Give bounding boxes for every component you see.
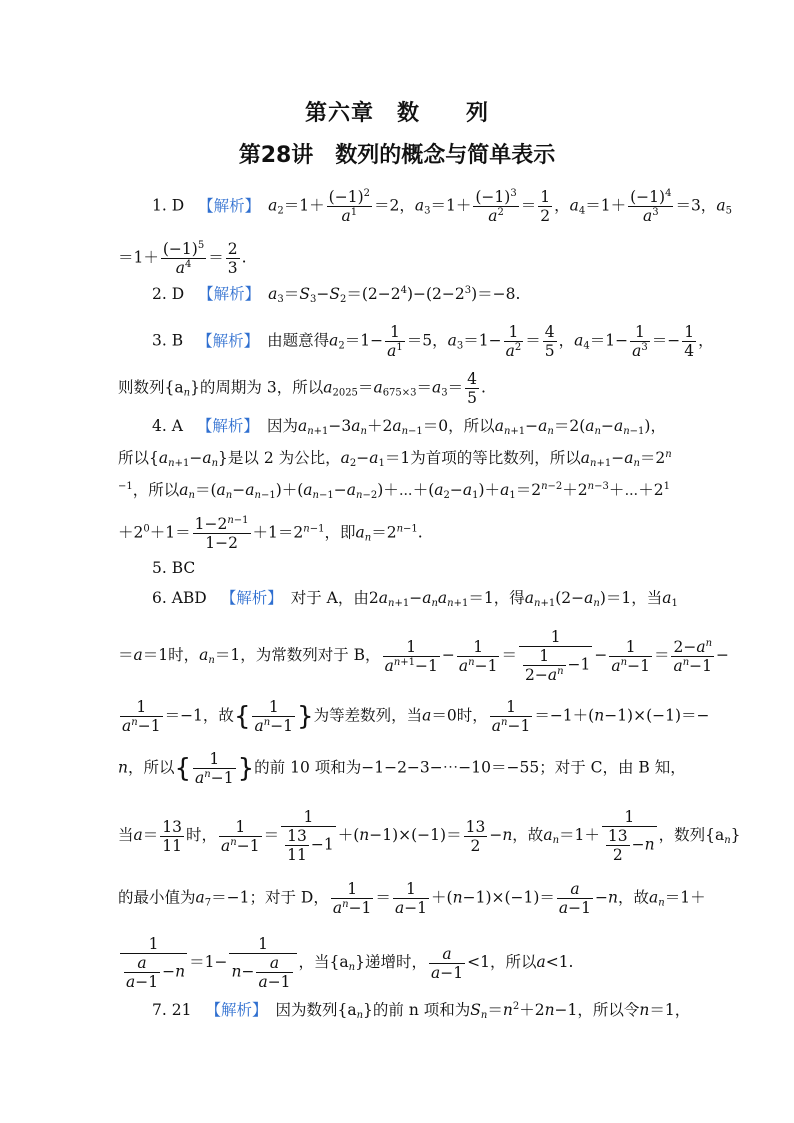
- q6-text-i: ，所以: [127, 758, 175, 777]
- q4-text-e: 为首项的等比数列，所以: [410, 449, 581, 467]
- q4-line1: 4. A 【解析】 因为$a_{n+1}-3a_n+2a_{n-1}=0$，所以$a_{n+1}-a_n=2(a_n-a_{n-1})$，: [152, 417, 666, 437]
- q6-text-c: ，当: [631, 589, 663, 607]
- q6-number: 6. ABD: [152, 589, 207, 607]
- q6-text-a: 对于 A，由: [290, 589, 369, 607]
- q6-line3: $\frac{1}{a^n-1}$ ＝−1，故{ $\frac{1}{a^n-1}$ }为等差数列，当a＝0时， $\frac{1}{a^n-1}$ ＝−1＋(n−1)×(−1)＝−: [122, 698, 710, 735]
- q6-text-h: 时，: [456, 706, 488, 725]
- q6-text-b: ，得: [493, 589, 525, 607]
- q1-tag: 【解析】: [198, 196, 261, 215]
- q4-text-g: ，即: [324, 523, 356, 542]
- q1-line2: ＝1＋ $\frac{(-1)^5}{a^4}$ ＝ $\frac{2}{3}$ .: [118, 240, 247, 277]
- q2-tag: 【解析】: [198, 285, 261, 303]
- q6-text-r: ，当{a: [298, 953, 349, 971]
- q5-line: [152, 558, 195, 578]
- q4-line4: $+2^0+1=$ $\frac{1-2^{n-1}}{1-2}$ $+1=2^{n-1}$，即$a_n=2^{n-1}$.: [118, 515, 423, 552]
- q6-text-g: 为等差数列，当: [313, 706, 423, 725]
- q4-line2: 所以$\{a_{n+1}-a_n\}$是以 2 为公比，$a_2-a_1=1$为首项的等比数列，所以$a_{n+1}-a_n=2^n$: [118, 449, 672, 469]
- q7-text-c: ，所以令: [577, 1001, 640, 1019]
- q6-tag: 【解析】: [220, 589, 283, 607]
- q4-tag: 【解析】: [196, 417, 259, 435]
- q4-number: 4. A: [152, 417, 183, 435]
- q4-text-f: ，所以: [132, 481, 180, 499]
- q6-text-m: ，故: [512, 826, 544, 844]
- q4-text-d: }是以 2 为公比，: [218, 449, 341, 467]
- q6-line7: 1 $\frac{a}{a-1}$ −n ＝1− 1 n− $\frac{a}{a-1}$ ，当$\{a_n\}$递增时， $\frac{a}{a-1}$ <1，所以a<1.: [118, 935, 573, 991]
- q6-text-d: 时，: [168, 646, 200, 664]
- q6-text-n: ，数列{a: [658, 826, 725, 844]
- q4-line3: $^{-1}$，所以$a_n=(a_n-a_{n-1})+(a_{n-1}-a_{n-2})+\cdots+(a_2-a_1)+a_1=2^{n-2}+2^{n-3}+\cdots+2^1$: [118, 481, 671, 501]
- q6-text-f: ，故: [202, 706, 234, 725]
- q4-text-b: ，所以: [448, 417, 495, 435]
- q6-text-q: ，故: [618, 888, 650, 907]
- q6-text-s: }递增时，: [355, 953, 427, 971]
- q3-text-b: 则数列{a: [118, 378, 184, 397]
- q3-text-a: 由题意得: [267, 331, 330, 350]
- q6-line6: 的最小值为$a_7=-1$；对于 D， $\frac{1}{a^n-1}$ ＝ $\frac{1}{a-1}$ ＋(n−1)×(−1)＝ $\frac{a}{a-1}$ −n，故$a_n=1+$: [118, 880, 706, 917]
- q7-text-b: }的前 n 项和为: [363, 1001, 471, 1019]
- q7-line1: 7. 21 【解析】 因为数列$\{a_n\}$的前 n 项和为$S_n=n^2+2n-1$，所以令n＝1，: [152, 1001, 691, 1021]
- lecture-title: 第28讲 数列的概念与简单表示: [238, 143, 556, 168]
- q6-line2: ＝a＝1时，$a_n=1$，为常数列对于 B， $\frac{1}{a^{n+1}-1}$ − $\frac{1}{a^n-1}$ ＝ 1 $\frac{1}{2-a^n}$ −1 − $\frac{1}{a^n-1}$ ＝ $\frac{2-a^n}{a^n-1}$ −: [118, 628, 730, 684]
- q6-text-e: ，为常数列对于 B，: [240, 646, 381, 664]
- q3-text-c: }的周期为 3，所以: [190, 378, 324, 397]
- q3-line1: 3. B 【解析】 由题意得$a_2=1-$ $\frac{1}{a^1}$ ＝5，$a_3=1-$ $\frac{1}{a^2}$ ＝ $\frac{4}{5}$ ，$a_4=1-$ $\frac{1}{a^3}$ ＝− $\frac{1}{4}$ ，: [152, 323, 714, 360]
- q6-text-k: 当: [118, 826, 134, 844]
- q4-text-c: 所以{: [118, 449, 159, 467]
- q2-line: 2. D 【解析】 $a_3=S_3-S_2=(2-2^4)-(2-2^3)=-8$.: [152, 285, 521, 305]
- q6-text-o: 的最小值为: [118, 888, 196, 907]
- q7-tag: 【解析】: [205, 1001, 268, 1019]
- q3-line2: 则数列$\{a_n\}$的周期为 3，所以$a_{2025}=a_{675\times 3}=a_3=$ $\frac{4}{5}$ .: [118, 370, 486, 407]
- q3-number: 3. B: [152, 331, 184, 350]
- q6-line1: 6. ABD 【解析】 对于 A，由$2a_{n+1}-a_na_{n+1}=1$，得$a_{n+1}(2-a_n)=1$，当$a_1$: [152, 589, 678, 609]
- chapter-title: 第六章 数 列: [304, 101, 489, 126]
- q5-number: 5. BC: [152, 559, 196, 577]
- q4-text-a: 因为: [266, 417, 298, 435]
- q3-tag: 【解析】: [197, 331, 260, 350]
- q6-text-p: ；对于 D，: [249, 888, 329, 907]
- q1-line1: 1. D 【解析】 $a_2=1+$ $\frac{(-1)^2}{a^1}$ ＝2，$a_3=1+$ $\frac{(-1)^3}{a^2}$ ＝ $\frac{1}{2}$ ，$a_4=1+$ $\frac{(-1)^4}{a^3}$ ＝3，$a_5$: [152, 188, 732, 225]
- q1-number: 1. D: [152, 196, 185, 215]
- q6-line4: n，所以{ $\frac{1}{a^n-1}$ }的前 10 项和为−1−2−3−⋯−10＝−55；对于 C，由 B 知，: [118, 750, 686, 787]
- q2-number: 2. D: [152, 285, 185, 303]
- q6-text-l: 时，: [186, 826, 218, 844]
- q6-line5: 当a＝ $\frac{13}{11}$ 时， $\frac{1}{a^n-1}$ ＝ 1 $\frac{13}{11}$ −1 ＋(n−1)×(−1)＝ $\frac{13}{2}$ −n，故$a_n=1+$ 1 $\frac{13}{2}$ −n ，数列$\{a_n\}$: [118, 808, 741, 864]
- q6-text-j: 的前 10 项和为−1−2−3−⋯−10＝−55；对于 C，由 B 知，: [254, 758, 686, 777]
- q7-text-a: 因为数列{a: [275, 1001, 357, 1019]
- q7-number: 7. 21: [152, 1001, 192, 1019]
- q6-text-t: <1，所以: [467, 953, 537, 971]
